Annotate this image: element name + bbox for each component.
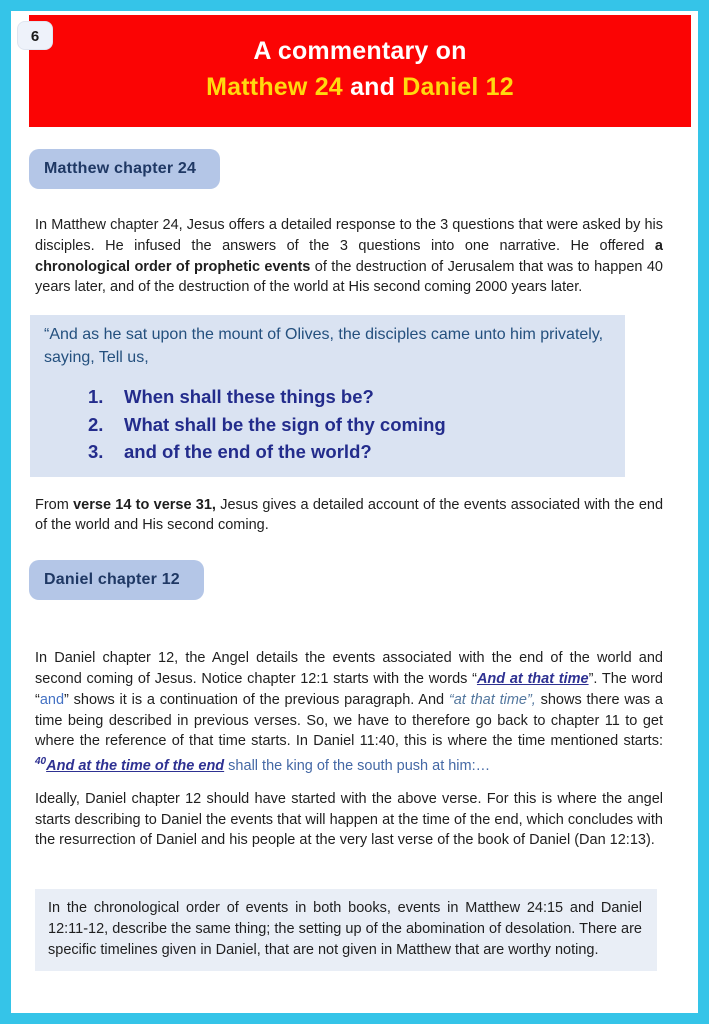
daniel-seg7: shows there was a time being described in previous verses. So, we have to therefore go back to chapter 11 to get where the reference of that time starts. In Daniel 11:40, this is where the time mentioned starts: [35, 691, 663, 750]
quote-intro-text: “And as he sat upon the mount of Olives, the disciples came unto him privately, saying, Tell us, [44, 326, 604, 366]
ideally-paragraph: Ideally, Daniel chapter 12 should have started with the above verse. For this is where the angel starts describing to Daniel the events that will happen at the time of the end, which concludes with the resurrection of Daniel and his people at the very last verse of the book of Daniel (Dan 12:13). [35, 790, 663, 849]
daniel-seg1: In Daniel chapter 12, the Angel details the events associated with the end of the world and second coming of Jesus. Notice chapter 12:1 starts with the words “ [35, 650, 663, 688]
matthew-intro-seg1: In Matthew chapter 24, Jesus offers a detailed response to the 3 questions that were asked by his disciples. He infused the answers of the 3 questions into one narrative. He offered [35, 217, 663, 254]
verse-40-superscript: 40 [35, 756, 47, 768]
question-item-3 [88, 438, 607, 466]
three-questions-list [88, 383, 607, 466]
question-item-1 [88, 383, 607, 411]
matthew-section-heading: Matthew chapter 24 [29, 149, 220, 189]
daniel-heading-row [29, 560, 698, 600]
page-title-line1: A commentary on [253, 37, 467, 65]
matthew-intro-bold-phrase: a chronological order of prophetic events [35, 237, 663, 275]
at-that-time-phrase: “at that time”, [448, 691, 536, 708]
question-2-number: 2. [88, 413, 104, 435]
verse-seg1: From [35, 496, 74, 513]
question-1-text: When shall these things be? [124, 386, 374, 408]
daniel-section-heading: Daniel chapter 12 [29, 560, 204, 600]
verse-range-bold: verse 14 to verse 31, [73, 496, 216, 513]
matthew-heading-row [29, 149, 698, 189]
title-daniel: Daniel 12 [402, 73, 514, 101]
daniel-seg3: ”. The word “ [35, 671, 663, 708]
daniel-commentary-paragraph [35, 648, 663, 777]
question-item-2 [88, 411, 607, 439]
question-1-number: 1. [88, 386, 104, 408]
question-2-text: What shall be the sign of thy coming [124, 413, 446, 435]
time-of-the-end-phrase: And at the time of the end [46, 758, 225, 775]
king-of-south-text: shall the king of the south push at him:… [224, 758, 491, 775]
daniel-seg5: ” shows it is a continuation of the previous paragraph. And [64, 691, 449, 708]
title-banner [29, 15, 691, 127]
verse-seg3: Jesus gives a detailed account of the events associated with the end of the world and His second coming. [35, 496, 664, 534]
title-matthew: Matthew 24 [206, 73, 343, 101]
bottom-note-box [35, 889, 657, 970]
question-3-text: and of the end of the world? [124, 441, 372, 463]
scripture-quote-box [30, 315, 625, 477]
page-number-badge: 6 [17, 21, 53, 50]
question-3-number: 3. [88, 441, 104, 463]
matthew-intro-seg3: of the destruction of Jerusalem that was to happen 40 years later, and of the destruction of the world at His second coming 2000 years later. [35, 258, 663, 296]
page-title-line2 [29, 73, 691, 102]
verse-range-paragraph [35, 495, 663, 537]
bottom-note-text: In the chronological order of events in both books, events in Matthew 24:15 and Daniel 12:11-12, describe the same thing; the setting up of the abomination of desolation. There are specific timelines given in Daniel, that are not given in Matthew that are worthy noting. [48, 900, 642, 958]
title-and: and [342, 73, 403, 101]
and-word: and [39, 691, 65, 708]
and-at-that-time-phrase: And at that time [476, 671, 589, 688]
matthew-intro-paragraph [35, 215, 663, 298]
